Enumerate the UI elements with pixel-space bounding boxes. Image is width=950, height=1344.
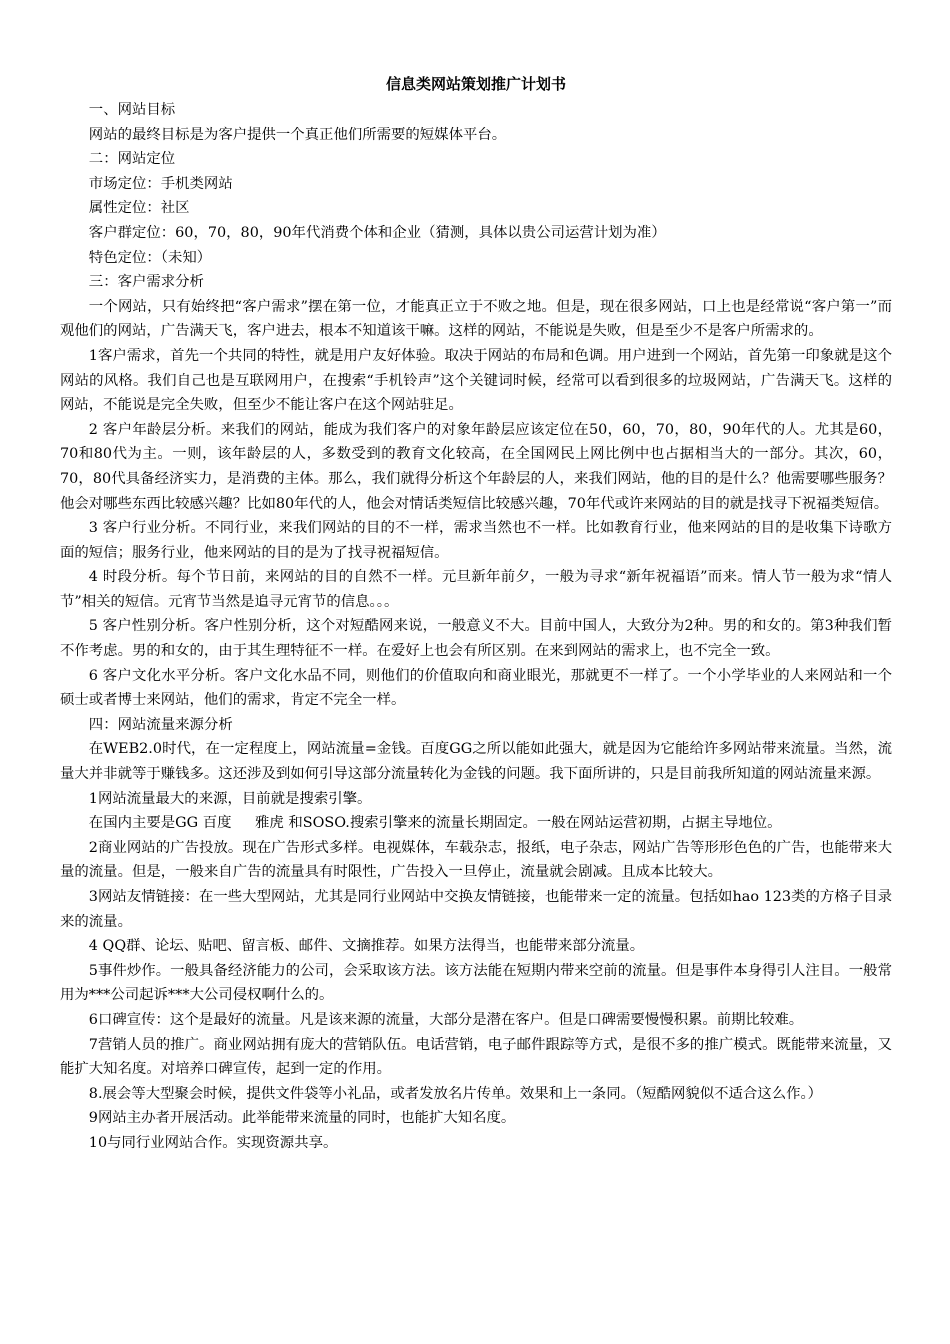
paragraph: 2 客户年龄层分析。来我们的网站，能成为我们客户的对象年龄层应该定位在50，60，70，80，90年代的人。尤其是60，70和80代为主。一则，该年龄层的人，多数受到的教育文化较高，在全国网民上网比例中也占据相当大的一部分。其次，60，70，80代具备经济实力，是消费的主体。那么，我们就得分析这个年龄层的人，来我们网站，他的目的是什么？他需要哪些服务？他会对哪些东西比较感兴趣？比如80年代的人，他会对情话类短信比较感兴趣，70年代或许来网站的目的就是找寻下祝福类短信。 xyxy=(60,421,892,512)
paragraph: 10与同行业网站合作。实现资源共享。 xyxy=(88,1134,338,1151)
paragraph: 3 客户行业分析。不同行业，来我们网站的目的不一样，需求当然也不一样。比如教育行业，他来网站的目的是收集下诗歌方面的短信；服务行业，他来网站的目的是为了找寻祝福短信。 xyxy=(60,520,892,561)
paragraph: 6 客户文化水平分析。客户文化水品不同，则他们的价值取向和商业眼光，那就更不一样了。一个小学毕业的人来网站和一个硕士或者博士来网站，他们的需求，肯定不完全一样。 xyxy=(60,667,892,709)
paragraph: 4 QQ群、论坛、贴吧、留言板、邮件、文摘推荐。如果方法得当，也能带来部分流量。 xyxy=(88,938,645,955)
paragraph: 属性定位：社区 xyxy=(88,200,190,217)
paragraph: 特色定位：（未知） xyxy=(88,249,212,266)
section-heading: 三：客户需求分析 xyxy=(88,274,204,291)
paragraph: 5事件炒作。一般具备经济能力的公司，会采取该方法。该方法能在短期内带来空前的流量。但是事件本身得引人注目。一般常用为***公司起诉***大公司侵权啊什么的。 xyxy=(60,962,892,1004)
document-title: 信息类网站策划推广计划书 xyxy=(385,75,566,93)
paragraph: 6口碑宣传：这个是最好的流量。凡是该来源的流量，大部分是潜在客户。但是口碑需要慢慢积累。前期比较难。 xyxy=(88,1011,804,1028)
paragraph: 在国内主要是GG 百度 雅虎 和SOSO.搜索引擎来的流量长期固定。一般在网站运营初期，占据主导地位。 xyxy=(88,815,782,832)
paragraph: 客户群定位：60，70，80，90年代消费个体和企业（猜测，具体以贵公司运营计划为准） xyxy=(88,224,666,241)
paragraph: 7营销人员的推广。商业网站拥有庞大的营销队伍。电话营销，电子邮件跟踪等方式，是很不多的推广模式。既能带来流量，又能扩大知名度。对培养口碑宣传，起到一定的作用。 xyxy=(60,1036,892,1078)
paragraph: 9网站主办者开展活动。此举能带来流量的同时，也能扩大知名度。 xyxy=(88,1110,516,1127)
paragraph: 4 时段分析。每个节日前，来网站的目的自然不一样。元旦新年前夕，一般为寻求“新年祝福语”而来。情人节一般为求“情人节”相关的短信。元宵节当然是追寻元宵节的信息。。。 xyxy=(60,569,892,610)
paragraph: 2商业网站的广告投放。现在广告形式多样。电视媒体，车载杂志，报纸，电子杂志，网站广告等形形色色的广告，也能带来大量的流量。但是，一般来自广告的流量具有时限性，广告投入一旦停止，流量就会剧减。且成本比较大。 xyxy=(60,839,892,881)
paragraph: 1客户需求，首先一个共同的特性，就是用户友好体验。取决于网站的布局和色调。用户进到一个网站，首先第一印象就是这个网站的风格。我们自己也是互联网用户，在搜索“手机铃声”这个关键词时候，经常可以看到很多的垃圾网站，广告满天飞。这样的网站，不能说是完全失败，但至少不能让客户在这个网站驻足。 xyxy=(60,347,892,414)
paragraph: 8.展会等大型聚会时候，提供文件袋等小礼品，或者发放名片传单。效果和上一条同。（短酷网貌似不适合这么作。） xyxy=(88,1085,823,1102)
section-heading: 二：网站定位 xyxy=(88,151,176,168)
paragraph: 1网站流量最大的来源，目前就是搜索引擎。 xyxy=(88,790,372,807)
paragraph: 市场定位：手机类网站 xyxy=(88,175,233,192)
section-heading: 四：网站流量来源分析 xyxy=(88,716,233,733)
paragraph: 一个网站，只有始终把“客户需求”摆在第一位，才能真正立于不败之地。但是，现在很多网站，口上也是经常说“客户第一”而观他们的网站，广告满天飞，客户进去，根本不知道该干嘛。这样的网站，不能说是失败，但是至少不是客户所需求的。 xyxy=(60,298,892,340)
paragraph: 网站的最终目标是为客户提供一个真正他们所需要的短媒体平台。 xyxy=(88,126,507,143)
paragraph: 在WEB2.0时代，在一定程度上，网站流量=金钱。百度GG之所以能如此强大，就是因为它能给许多网站带来流量。当然，流量大并非就等于赚钱多。这还涉及到如何引导这部分流量转化为金钱的问题。我下面所讲的，只是目前我所知道的网站流量来源。 xyxy=(60,741,892,783)
paragraph: 3网站友情链接：在一些大型网站，尤其是同行业网站中交换友情链接，也能带来一定的流量。包括如hao 123类的方格子目录来的流量。 xyxy=(60,889,892,930)
document-body xyxy=(60,98,892,1156)
paragraph: 5 客户性别分析。客户性别分析，这个对短酷网来说，一般意义不大。目前中国人，大致分为2种。男的和女的。第3种我们暂不作考虑。男的和女的，由于其生理特征不一样。在爱好上也会有所区别。在来到网站的需求上，也不完全一致。 xyxy=(60,618,892,660)
section-heading: 一、网站目标 xyxy=(88,102,176,118)
